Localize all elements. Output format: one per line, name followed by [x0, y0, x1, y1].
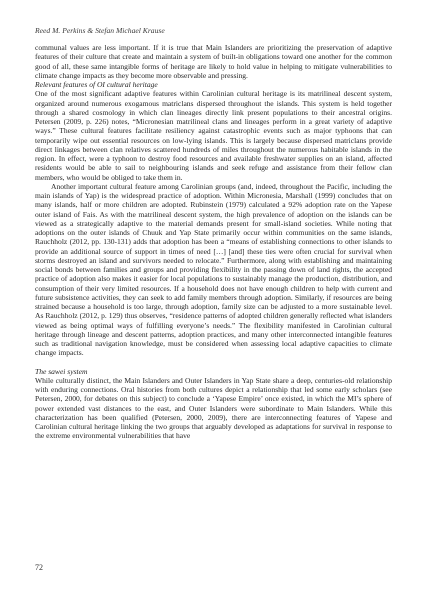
page-number: 72	[35, 563, 43, 572]
paragraph-intro: communal values are less important. If it is true that Main Islanders are prioritizing the preservation of adaptive features of their culture that create and maintain a system of built-in obligations toward one another for the common good of all, these same intangible forms of heritage are likely to hold value in helping to mitigate vulnerabilities to climate change impacts as they become more observable and pressing.	[35, 43, 392, 80]
section-subheading-sawei: The sawei system	[35, 366, 88, 376]
paragraph-sawei: While culturally distinct, the Main Islanders and Outer Islanders in Yap State share a deep, centuries-old relationship with enduring connections. Oral histories from both cultures depict a relationship that led some early scholars (see Petersen, 2000, for debates on this subject) to conclude a ‘Yapese Empire’ once existed, in which the MI’s sphere of power extended vast distances to the east, and Outer Islanders were subordinate to Main Islanders. While this characterization has been qualified (Petersen, 2000, 2009), there are interconnecting features of Yapese and Carolinian cultural heritage linking the two groups that arguably developed as adaptations for survival in response to the extreme environmental vulnerabilities that have	[35, 375, 392, 441]
section-subheading: Relevant features of OI cultural heritage	[35, 80, 158, 89]
paragraph-adoption: Another important cultural feature among Carolinian groups (and, indeed, throughout the Pacific, including the main islands of Yap) is the widespread practice of adoption. Within Micronesia, Marshall (1999) concludes that on many islands, half or more children are adopted. Rubinstein (1979) calculated a 92% adoption rate on the Yapese outer island of Fais. As with the matrilineal descent system, the high prevalence of adoption on the islands can be viewed as a strategically adaptive to the material demands present for small-island societies. While noting that adoptions on the outer islands of Chuuk and Yap State primarily occur within communities on the same islands, Rauchholz (2012, pp. 130-131) adds that adoption has been a “means of establishing connections to other islands to provide an additional source of support in times of need […] [and] these ties were often crucial for survival when storms destroyed an island and survivors needed to relocate.” Furthermore, along with establishing and maintaining social bonds between families and groups and providing flexibility in the passing down of land rights, the accepted practice of adoption also makes it easier for local populations to sustainably manage the production, distribution, and consumption of their very limited resources. If a household does not have enough children to help with current and future subsistence activities, they can seek to add family members through adoption. Similarly, if resources are being strained because a household is too large, through adoption, family size can be adjusted to a more sustainable level. As Rauchholz (2012, p. 129) thus observes, “residence patterns of adopted children generally reflected what islanders viewed as being optimal ways of fulfilling everyone’s needs.” The flexibility manifested in Carolinian cultural heritage through lineage and descent patterns, adoption practices, and many other interconnected intangible features such as traditional navigation knowledge, must be considered when assessing local adaptive capacities to climate change impacts.	[35, 181, 392, 358]
body-text	[35, 43, 392, 441]
section-gap	[35, 358, 392, 367]
paragraph-matrilineal: One of the most significant adaptive features within Carolinian cultural heritage is its matrilineal descent system, organized around numerous exogamous matriclans dispersed throughout the islands. This system is held together through a shared cosmology in which clan lineages directly link present populations to their ancestral origins. Petersen (2009, p. 226) notes, “Micronesian matrilineal clans and lineages perform in a great variety of adaptive ways.” These cultural features facilitate resiliency against catastrophic events such as major typhoons that can temporarily wipe out essential resources on low-lying islands. This is largely because dispersed matriclans provide direct linkages between clan relatives scattered hundreds of miles throughout the numerous habitable islands in the region. In effect, were a typhoon to destroy food resources and available freshwater supplies on an island, affected residents would be able to sail to neighbouring islands and seek refuge and assistance from their fellow clan members, who would be obliged to take them in.	[35, 89, 392, 182]
running-head: Reed M. Perkins & Stefan Michael Krause	[35, 26, 165, 35]
